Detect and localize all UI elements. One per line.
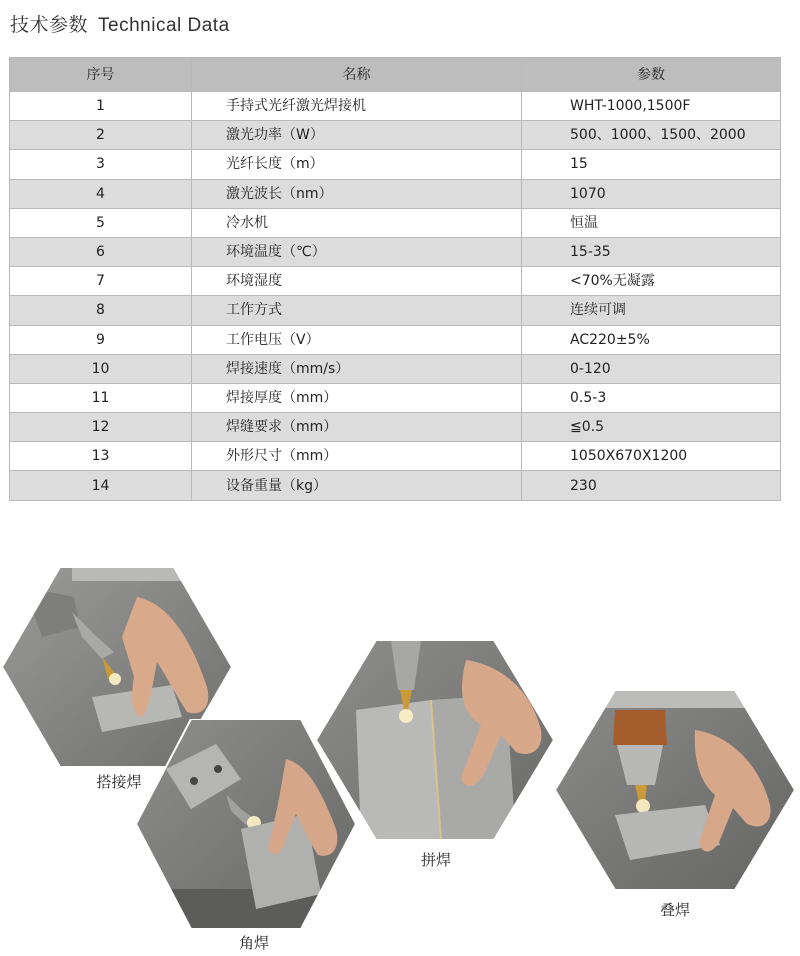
cell-index: 13 <box>10 442 192 471</box>
cell-name: 工作方式 <box>192 296 522 325</box>
cell-name: 外形尺寸（mm） <box>192 442 522 471</box>
table-row <box>10 383 781 412</box>
cell-index: 14 <box>10 471 192 500</box>
table-header-row <box>10 58 781 92</box>
cell-value: 连续可调 <box>522 296 781 325</box>
page-title <box>10 10 230 37</box>
cell-index: 5 <box>10 208 192 237</box>
cell-value: 1070 <box>522 179 781 208</box>
cell-index: 8 <box>10 296 192 325</box>
cell-value: 15-35 <box>522 237 781 266</box>
cell-value: ≦0.5 <box>522 413 781 442</box>
cell-name: 环境湿度 <box>192 267 522 296</box>
cell-index: 11 <box>10 383 192 412</box>
cell-value: 15 <box>522 150 781 179</box>
cell-value: AC220±5% <box>522 325 781 354</box>
header-index: 序号 <box>10 58 192 92</box>
header-value: 参数 <box>522 58 781 92</box>
overlap-weld-photo <box>555 690 795 890</box>
cell-name: 焊接速度（mm/s） <box>192 354 522 383</box>
title-zh: 技术参数 <box>10 14 89 36</box>
cell-value: WHT-1000,1500F <box>522 92 781 121</box>
fillet-weld-caption: 角焊 <box>238 934 269 952</box>
table-row <box>10 442 781 471</box>
table-row <box>10 208 781 237</box>
cell-value: 0-120 <box>522 354 781 383</box>
overlap-weld-caption: 叠焊 <box>659 901 690 919</box>
table-row <box>10 237 781 266</box>
lap-weld-caption: 搭接焊 <box>96 773 142 791</box>
table-row <box>10 354 781 383</box>
cell-index: 6 <box>10 237 192 266</box>
cell-name: 焊接厚度（mm） <box>192 383 522 412</box>
table-row <box>10 92 781 121</box>
table-row <box>10 267 781 296</box>
cell-value: 恒温 <box>522 208 781 237</box>
cell-value: 0.5-3 <box>522 383 781 412</box>
cell-name: 焊缝要求（mm） <box>192 413 522 442</box>
table-row <box>10 471 781 500</box>
cell-index: 3 <box>10 150 192 179</box>
cell-name: 激光功率（W） <box>192 121 522 150</box>
butt-weld-caption: 拼焊 <box>420 851 451 869</box>
cell-index: 4 <box>10 179 192 208</box>
cell-index: 2 <box>10 121 192 150</box>
cell-name: 光纤长度（m） <box>192 150 522 179</box>
cell-value: <70%无凝露 <box>522 267 781 296</box>
table-row <box>10 179 781 208</box>
cell-index: 7 <box>10 267 192 296</box>
cell-value: 230 <box>522 471 781 500</box>
table-row <box>10 121 781 150</box>
cell-name: 手持式光纤激光焊接机 <box>192 92 522 121</box>
cell-name: 设备重量（kg） <box>192 471 522 500</box>
cell-index: 10 <box>10 354 192 383</box>
cell-name: 激光波长（nm） <box>192 179 522 208</box>
title-en: Technical Data <box>98 15 230 36</box>
cell-value: 1050X670X1200 <box>522 442 781 471</box>
cell-name: 工作电压（V） <box>192 325 522 354</box>
cell-index: 12 <box>10 413 192 442</box>
cell-index: 9 <box>10 325 192 354</box>
cell-name: 冷水机 <box>192 208 522 237</box>
butt-weld-photo <box>316 640 554 840</box>
header-name: 名称 <box>192 58 522 92</box>
table-row <box>10 325 781 354</box>
table-row <box>10 296 781 325</box>
cell-index: 1 <box>10 92 192 121</box>
technical-data-table <box>9 57 781 501</box>
table-row <box>10 150 781 179</box>
cell-value: 500、1000、1500、2000 <box>522 121 781 150</box>
table-row <box>10 413 781 442</box>
cell-name: 环境温度（℃） <box>192 237 522 266</box>
